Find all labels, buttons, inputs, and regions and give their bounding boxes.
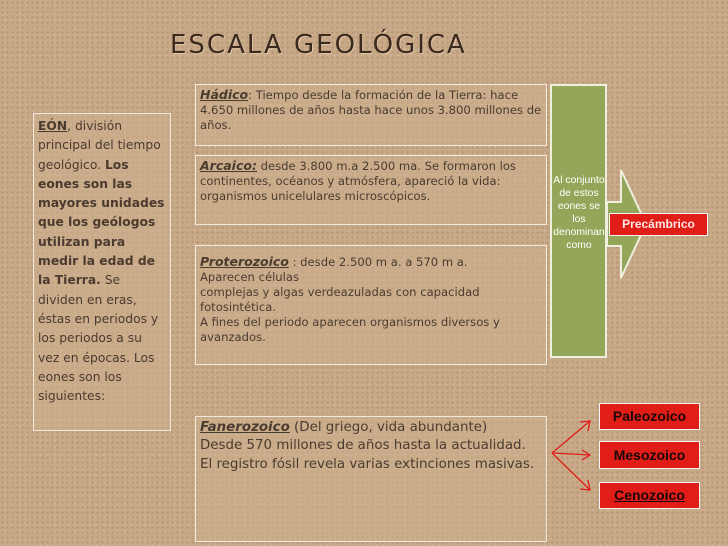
proterozoico-line-cells: Aparecen células	[200, 270, 300, 284]
arrow-to-paleozoico	[552, 421, 590, 453]
proterozoico-dates: desde 2.500 m a. a 570 m a.	[300, 255, 468, 269]
hadico-sep: :	[248, 88, 256, 102]
arcaico-text: desde 3.800 m.a 2.500 ma. Se formaron los continentes, océanos y atmósfera, apareció la vida: organismos unicelulares microscópicos.	[200, 159, 516, 203]
arrow-to-mesozoico	[552, 453, 590, 455]
eon-definition-text: , división principal del tiempo geológico.	[38, 119, 161, 172]
fanerozoico-etymology: (Del griego, vida abundante)	[289, 420, 488, 435]
precambrian-group-text: Al conjunto de estos eones se los denominan como	[553, 175, 605, 252]
eon-bold-text: Los eones son las mayores unidades que los geólogos utilizan para medir la edad de la Tierra.	[38, 157, 165, 288]
page-title: ESCALA GEOLÓGICA	[170, 30, 467, 60]
proterozoico-sep: :	[288, 255, 301, 269]
eon-subdivision-text: Se dividen en eras, éstas en periodos y los periodos a su vez en épocas. Los eones son los siguientes:	[38, 273, 159, 404]
proterozoico-line-organisms: A fines del periodo aparecen organismos diversos y avanzados.	[200, 315, 500, 344]
precambrico-label: Precámbrico	[609, 213, 708, 236]
fanerozoico-dates: Desde 570 millones de años hasta la actualidad.	[200, 438, 526, 454]
fanerozoico-fossils: El registro fósil revela varias extinciones masivas.	[200, 456, 535, 472]
mesozoico-label: Mesozoico	[599, 441, 700, 469]
arcaico-name: Arcaico:	[200, 158, 257, 173]
cenozoico-label: Cenozoico	[599, 482, 700, 509]
eon-term: EÓN	[38, 119, 68, 133]
hadico-text: Tiempo desde la formación de la Tierra: hace 4.650 millones de años hasta hace unos 3.800 millones de años.	[200, 88, 542, 132]
paleozoico-label: Paleozoico	[599, 403, 700, 430]
fanerozoico-name: Fanerozoico	[200, 420, 290, 435]
hadico-name: Hádico	[200, 87, 249, 102]
proterozoico-line-algae: complejas y algas verdeazuladas con capacidad fotosintética.	[200, 285, 480, 314]
proterozoico-name: Proterozoico	[200, 254, 289, 269]
